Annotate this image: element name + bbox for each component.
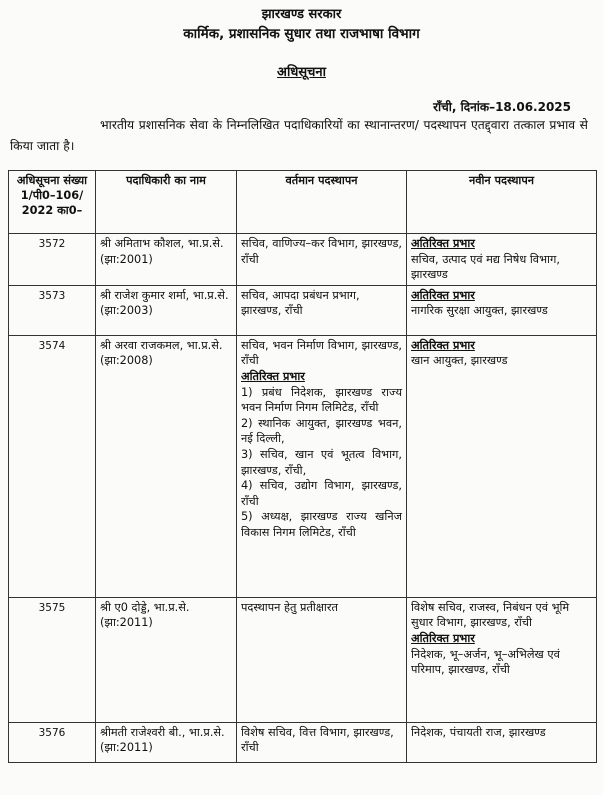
table-row (9, 335, 597, 597)
row-number: 3574 (9, 335, 96, 597)
additional-charge-item: 2) स्थानिक आयुक्त, झारखण्ड भवन, नई दिल्ली, (241, 416, 402, 446)
row-number: 3572 (9, 234, 96, 286)
additional-charge-item: 4) सचिव, उद्योग विभाग, झारखण्ड, राँची (241, 479, 402, 508)
officer-name: श्रीमती राजेश्वरी बी., भा.प्र.से. (झा:2011) (96, 722, 237, 762)
additional-charge-label: अतिरिक्त प्रभार (411, 237, 475, 250)
additional-charge-text: खान आयुक्त, झारखण्ड (411, 354, 508, 368)
table-row (9, 597, 597, 722)
header-current-posting: वर्तमान पदस्थापन (237, 171, 407, 234)
additional-charge-item: 1) प्रबंध निदेशक, झारखण्ड राज्य भवन निर्माण निगम लिमिटेड, राँची (241, 385, 402, 415)
additional-charge-text: निदेशक, भू–अर्जन, भू–अभिलेख एवं परिमाप, झारखण्ड, राँची (411, 647, 560, 677)
additional-charge-item: 5) अध्यक्ष, झारखण्ड राज्य खनिज विकास निगम लिमिटेड, राँची (241, 510, 402, 539)
new-posting-main: विशेष सचिव, राजस्व, निबंधन एवं भूमि सुधार विभाग, झारखण्ड, राँची (411, 600, 570, 630)
new-posting (407, 597, 597, 722)
additional-charge-label: अतिरिक्त प्रभार (411, 338, 475, 352)
row-number: 3575 (9, 597, 96, 722)
new-posting (407, 285, 597, 335)
row-number: 3573 (9, 285, 96, 335)
additional-charge-text: सचिव, उत्पाद एवं मद्य निषेध विभाग, झारखण्ड (411, 252, 560, 282)
officer-name: श्री अरवा राजकमल, भा.प्र.से. (झा:2008) (96, 335, 237, 597)
new-posting: निदेशक, पंचायती राज, झारखण्ड (407, 722, 597, 762)
intro-text: भारतीय प्रशासनिक सेवा के निम्नलिखित पदाधिकारियों का स्थानान्तरण/ पदस्थापन एतद्द्वारा तत्काल प्रभाव से किया जाता है। (10, 118, 588, 153)
additional-charge-label: अतिरिक्त प्रभार (411, 631, 475, 645)
current-posting: पदस्थापन हेतु प्रतीक्षारत (237, 597, 407, 722)
table-row (9, 234, 597, 286)
government-title: झारखण्ड सरकार (261, 7, 342, 22)
table-header-row (9, 171, 597, 234)
current-posting-main: सचिव, भवन निर्माण विभाग, झारखण्ड, राँची (241, 338, 402, 368)
current-posting (237, 335, 407, 597)
notice-title-text: अधिसूचना (277, 65, 326, 80)
place-date: राँची, दिनांक–18.06.2025 (433, 100, 571, 114)
header-new-posting: नवीन पदस्थापन (407, 171, 597, 234)
officer-name: श्री अमिताभ कौशल, भा.प्र.से. (झा:2001) (96, 234, 237, 286)
notice-title (0, 62, 603, 80)
transfer-table (8, 170, 597, 763)
new-posting (407, 234, 597, 286)
row-number: 3576 (9, 722, 96, 762)
additional-charge-label: अतिरिक्त प्रभार (411, 288, 475, 302)
current-posting: सचिव, वाणिज्य–कर विभाग, झारखण्ड, राँची (237, 234, 407, 286)
intro-paragraph (10, 115, 588, 157)
officer-name: श्री ए0 दोड्डे, भा.प्र.से. (झा:2011) (96, 597, 237, 722)
additional-charge-label: अतिरिक्त प्रभार (241, 369, 305, 383)
header-notification-no: अधिसूचना संख्या 1/पी0–106/ 2022 का0– (9, 171, 96, 234)
header-officer-name: पदाधिकारी का नाम (96, 171, 237, 234)
table-row (9, 722, 597, 762)
officer-name: श्री राजेश कुमार शर्मा, भा.प्र.से. (झा:2003) (96, 285, 237, 335)
current-posting: सचिव, आपदा प्रबंधन प्रभाग, झारखण्ड, राँची (237, 285, 407, 335)
department-title: कार्मिक, प्रशासनिक सुधार तथा राजभाषा विभाग (183, 26, 420, 42)
additional-charge-text: नागरिक सुरक्षा आयुक्त, झारखण्ड (411, 304, 548, 318)
table-row (9, 285, 597, 335)
new-posting (407, 335, 597, 597)
additional-charge-item: 3) सचिव, खान एवं भूतत्व विभाग, झारखण्ड, राँची, (241, 447, 402, 477)
current-posting: विशेष सचिव, वित्त विभाग, झारखण्ड, राँची (237, 722, 407, 762)
